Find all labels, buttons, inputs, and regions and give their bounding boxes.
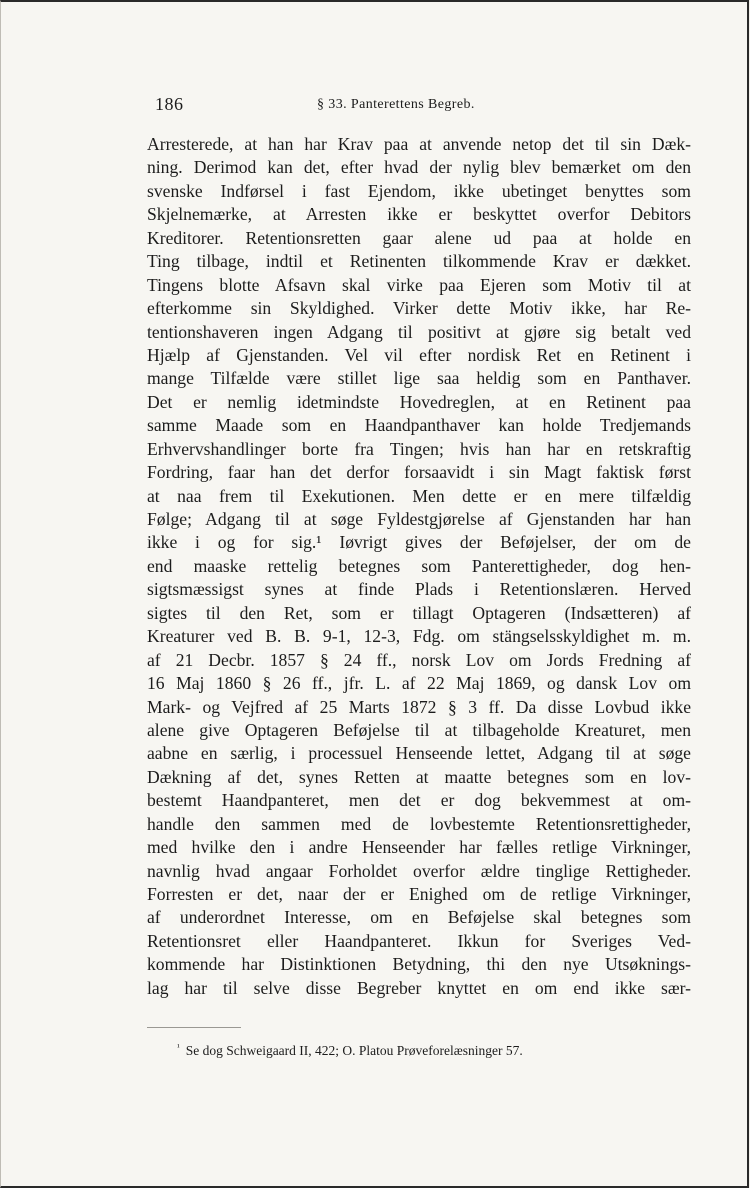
text-line: Tingens blotte Afsavn skal virke paa Ejeren som Motiv til at xyxy=(147,274,691,295)
page-number: 186 xyxy=(155,94,184,114)
text-line: Arresterede, at han har Krav paa at anvende netop det til sin Dæk- xyxy=(147,134,691,154)
text-line: svenske Indførsel i fast Ejendom, ikke ubetinget benyttes som xyxy=(147,180,691,201)
text-line: Fordring, faar han det derfor forsaavidt i sin Magt faktisk først xyxy=(147,462,691,483)
footnote-text: Se dog Schweigaard II, 422; O. Platou Prøveforelæsninger 57. xyxy=(185,1043,523,1058)
text-line: Kreaturer ved B. B. 9-1, 12-3, Fdg. om stängselsskyldighet m. m. xyxy=(147,626,691,647)
text-line: at naa frem til Exekutionen. Men dette er en mere tilfældig xyxy=(147,485,691,506)
text-line: alene give Optageren Beføjelse til at tilbageholde Kreaturet, men xyxy=(147,719,691,740)
text-line: Retentionsret eller Haandpanteret. Ikkun for Sveriges Ved- xyxy=(147,930,691,951)
text-line: ikke i og for sig.¹ Iøvrigt gives der Beføjelser, der om de xyxy=(147,532,691,553)
text-line: ning. Derimod kan det, efter hvad der nylig blev bemærket om den xyxy=(147,157,691,178)
footnote xyxy=(177,1042,523,1059)
text-line: aabne en særlig, i processuel Henseende lettet, Adgang til at søge xyxy=(147,743,691,764)
text-line: af underordnet Interesse, om en Beføjelse skal betegnes som xyxy=(147,907,691,928)
text-line: med hvilke den i andre Henseender har fælles retlige Virkninger, xyxy=(147,837,691,858)
text-line: mange Tilfælde være stillet lige saa heldig som en Panthaver. xyxy=(147,368,691,389)
text-line: efterkomme sin Skyldighed. Virker dette Motiv ikke, har Re- xyxy=(147,298,691,319)
text-line: Ting tilbage, indtil et Retinenten tilkommende Krav er dækket. xyxy=(147,251,691,272)
text-line: Kreditorer. Retentionsretten gaar alene ud paa at holde en xyxy=(147,227,691,248)
text-line: af 21 Decbr. 1857 § 24 ff., norsk Lov om Jords Fredning af xyxy=(147,649,691,670)
footnote-rule xyxy=(147,1027,241,1028)
text-line: sigtes til den Ret, som er tillagt Optageren (Indsætteren) af xyxy=(147,602,691,623)
text-line: samme Maade som en Haandpanthaver kan holde Tredjemands xyxy=(147,415,691,436)
text-line: Skjelnemærke, at Arresten ikke er beskyttet overfor Debitors xyxy=(147,204,691,225)
text-line: Forresten er det, naar der er Enighed om de retlige Virkninger, xyxy=(147,884,691,904)
text-line: handle den sammen med de lovbestemte Retentionsrettigheder, xyxy=(147,813,691,834)
page-header xyxy=(147,94,697,118)
text-line: navnlig hvad angaar Forholdet overfor ældre tinglige Rettigheder. xyxy=(147,860,691,881)
text-line: Mark- og Vejfred af 25 Marts 1872 § 3 ff. Da disse Lovbud ikke xyxy=(147,696,691,717)
text-line: sigtsmæssigst synes at finde Plads i Retentionslæren. Herved xyxy=(147,579,691,600)
text-line: Følge; Adgang til at søge Fyldestgjørelse af Gjenstanden har han xyxy=(147,509,691,529)
text-line: Det er nemlig idetmindste Hovedreglen, at en Retinent paa xyxy=(147,391,691,412)
text-line: Erhvervshandlinger borte fra Tingen; hvis han har en retskraftig xyxy=(147,438,691,459)
text-line: Hjælp af Gjenstanden. Vel vil efter nordisk Ret en Retinent i xyxy=(147,344,691,365)
text-line: tentionshaveren ingen Adgang til positivt at gjøre sig betalt ved xyxy=(147,321,691,342)
footnote-mark: ¹ xyxy=(177,1042,180,1052)
text-line: end maaske rettelig betegnes som Panterettigheder, dog hen- xyxy=(147,555,691,576)
text-line: 16 Maj 1860 § 26 ff., jfr. L. af 22 Maj 1869, og dansk Lov om xyxy=(147,673,691,694)
text-line: Dækning af det, synes Retten at maatte betegnes som en lov- xyxy=(147,766,691,787)
running-head: § 33. Panterettens Begreb. xyxy=(317,97,475,112)
text-line: bestemt Haandpanteret, men det er dog bekvemmest at om- xyxy=(147,790,691,811)
text-line: kommende har Distinktionen Betydning, thi den nye Utsøknings- xyxy=(147,954,691,975)
body-text xyxy=(147,133,691,1000)
text-line: lag har til selve disse Begreber knyttet en om end ikke sær- xyxy=(147,977,691,998)
